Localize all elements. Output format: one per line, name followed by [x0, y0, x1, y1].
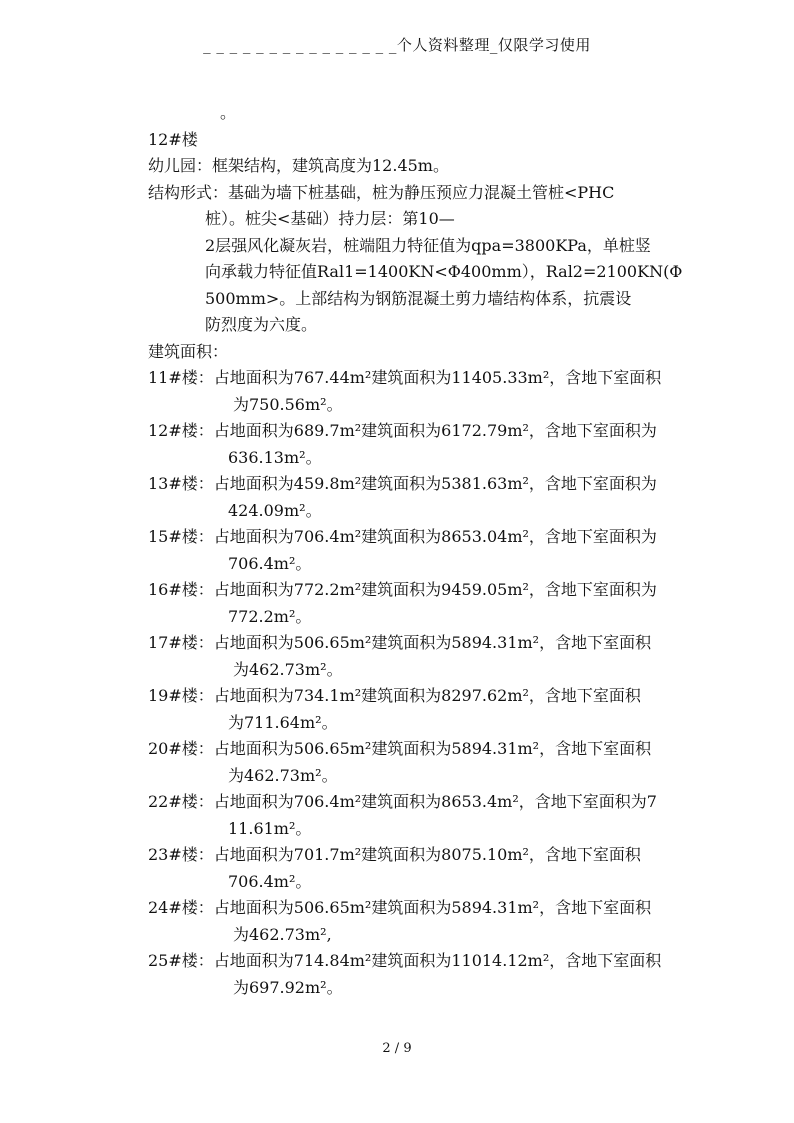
- area-item-line-2: 为711.64m²。: [228, 712, 338, 732]
- area-item-line-1: 19#楼：占地面积为734.1m²建筑面积为8297.62m²，含地下室面积: [148, 686, 641, 705]
- area-item: [148, 736, 708, 789]
- structure-line-2: 桩）。桩尖<基础）持力层：第10—: [205, 209, 455, 228]
- area-item: [148, 365, 708, 418]
- area-item: [148, 524, 708, 577]
- area-item-line-2: 706.4m²。: [228, 871, 312, 891]
- area-heading: 建筑面积：: [148, 341, 229, 361]
- area-item-line-1: 15#楼：占地面积为706.4m²建筑面积为8653.04m²，含地下室面积为: [148, 527, 657, 546]
- area-item: [148, 789, 708, 842]
- section-title: 12#楼: [148, 129, 198, 149]
- page-header: _ _ _ _ _ _ _ _ _ _ _ _ _ _ _个人资料整理_仅限学习使用: [203, 36, 591, 54]
- area-item-line-2: 772.2m²。: [228, 606, 312, 626]
- area-item-line-1: 11#楼：占地面积为767.44m²建筑面积为11405.33m²，含地下室面积: [148, 368, 662, 387]
- area-item-line-1: 25#楼：占地面积为714.84m²建筑面积为11014.12m²，含地下室面积: [148, 951, 662, 970]
- area-item-line-1: 24#楼：占地面积为506.65m²建筑面积为5894.31m²，含地下室面积: [148, 898, 652, 917]
- area-item-line-1: 22#楼：占地面积为706.4m²建筑面积为8653.4m²，含地下室面积为7: [148, 792, 657, 811]
- area-item-line-2: 424.09m²。: [228, 500, 322, 520]
- area-item-line-2: 为750.56m²。: [233, 394, 343, 414]
- area-item: [148, 630, 708, 683]
- area-item-line-2: 706.4m²。: [228, 553, 312, 573]
- document-body: [148, 100, 708, 1001]
- stray-period: 。: [220, 103, 237, 122]
- area-item: [148, 471, 708, 524]
- area-item-line-2: 636.13m²。: [228, 447, 322, 467]
- area-item-line-1: 13#楼：占地面积为459.8m²建筑面积为5381.63m²，含地下室面积为: [148, 474, 657, 493]
- area-item-line-2: 11.61m²。: [228, 818, 312, 838]
- area-item: [148, 418, 708, 471]
- area-item-line-1: 20#楼：占地面积为506.65m²建筑面积为5894.31m²，含地下室面积: [148, 739, 652, 758]
- area-item-line-2: 为462.73m²,: [233, 924, 332, 944]
- structure-line-4: 向承载力特征值Ral1=1400KN<Φ400mm），Ral2=2100KN(Φ: [205, 262, 683, 281]
- area-item-line-1: 23#楼：占地面积为701.7m²建筑面积为8075.10m²，含地下室面积: [148, 845, 641, 864]
- structure-line-3: 2层强风化凝灰岩，桩端阻力特征值为qpa=3800KPa，单桩竖: [205, 235, 651, 255]
- area-item-line-2: 为462.73m²。: [228, 765, 338, 785]
- structure-paragraph: [148, 180, 708, 339]
- structure-line-1: 结构形式：基础为墙下桩基础，桩为静压预应力混凝土管桩<PHC: [148, 182, 615, 202]
- structure-line-5: 500mm>。上部结构为钢筋混凝土剪力墙结构体系，抗震设: [205, 288, 632, 308]
- area-item-line-1: 16#楼：占地面积为772.2m²建筑面积为9459.05m²，含地下室面积为: [148, 580, 657, 599]
- area-item-line-1: 17#楼：占地面积为506.65m²建筑面积为5894.31m²，含地下室面积: [148, 633, 652, 652]
- page-number: 2 / 9: [382, 1041, 412, 1056]
- area-item: [148, 842, 708, 895]
- area-item: [148, 895, 708, 948]
- area-list: [148, 365, 708, 1001]
- area-item: [148, 577, 708, 630]
- area-item: [148, 948, 708, 1001]
- area-item-line-2: 为462.73m²。: [233, 659, 343, 679]
- kindergarten-line: 幼儿园：框架结构，建筑高度为12.45m。: [148, 156, 449, 175]
- area-item-line-1: 12#楼：占地面积为689.7m²建筑面积为6172.79m²，含地下室面积为: [148, 421, 657, 440]
- area-item-line-2: 为697.92m²。: [233, 977, 343, 997]
- structure-line-6: 防烈度为六度。: [205, 315, 318, 334]
- area-item: [148, 683, 708, 736]
